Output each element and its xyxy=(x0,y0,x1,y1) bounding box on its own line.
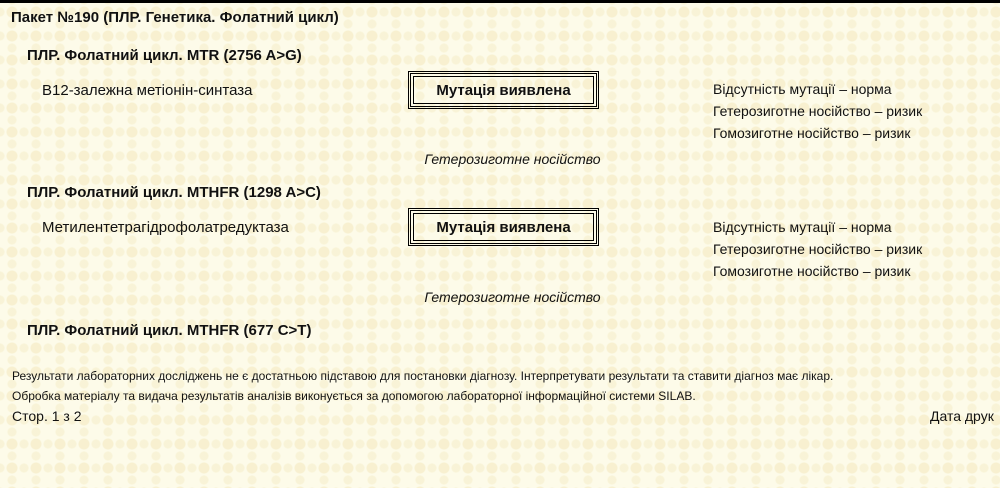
result-label-mthfr-1298: Мутація виявлена xyxy=(436,218,571,236)
test-title-mthfr-1298: ПЛР. Фолатний цикл. MTHFR (1298 A>C) xyxy=(27,184,321,201)
footer-disclaimer: Результати лабораторних досліджень не є достатньою підставою для постановки діагнозу. Інтерпретувати результати та ставити діагноз має лікар. xyxy=(12,369,834,383)
reference-norms-mthfr-1298 xyxy=(713,216,922,282)
test-title-mtr: ПЛР. Фолатний цикл. MTR (2756 A>G) xyxy=(27,47,302,64)
package-title: Пакет №190 (ПЛР. Генетика. Фолатний цикл) xyxy=(11,9,339,26)
result-label-mtr: Мутація виявлена xyxy=(436,81,571,99)
footer-processing: Обробка матеріалу та видача результатів аналізів виконується за допомогою лабораторної інформаційної системи SILAB. xyxy=(12,389,696,403)
norm-line: Відсутність мутації – норма xyxy=(713,219,892,235)
conclusion-mtr: Гетерозиготне носійство xyxy=(424,151,601,167)
norm-line: Гомозиготне носійство – ризик xyxy=(713,263,911,279)
print-date: Дата друк xyxy=(930,408,994,424)
result-box-mtr xyxy=(410,73,597,107)
test-title-mthfr-677: ПЛР. Фолатний цикл. MTHFR (677 C>T) xyxy=(27,322,312,339)
norm-line: Гомозиготне носійство – ризик xyxy=(713,125,911,141)
norm-line: Гетерозиготне носійство – ризик xyxy=(713,103,923,119)
test-name-mtr: В12-залежна метіонін-синтаза xyxy=(42,82,253,99)
page-number: Стор. 1 з 2 xyxy=(12,408,82,424)
norm-line: Гетерозиготне носійство – ризик xyxy=(713,241,923,257)
reference-norms-mtr xyxy=(713,78,922,144)
result-box-mthfr-1298 xyxy=(410,210,597,244)
conclusion-mthfr-1298: Гетерозиготне носійство xyxy=(424,289,601,305)
top-rule xyxy=(0,0,1000,3)
test-name-mthfr-1298: Метилентетрагідрофолатредуктаза xyxy=(42,219,289,236)
norm-line: Відсутність мутації – норма xyxy=(713,81,892,97)
